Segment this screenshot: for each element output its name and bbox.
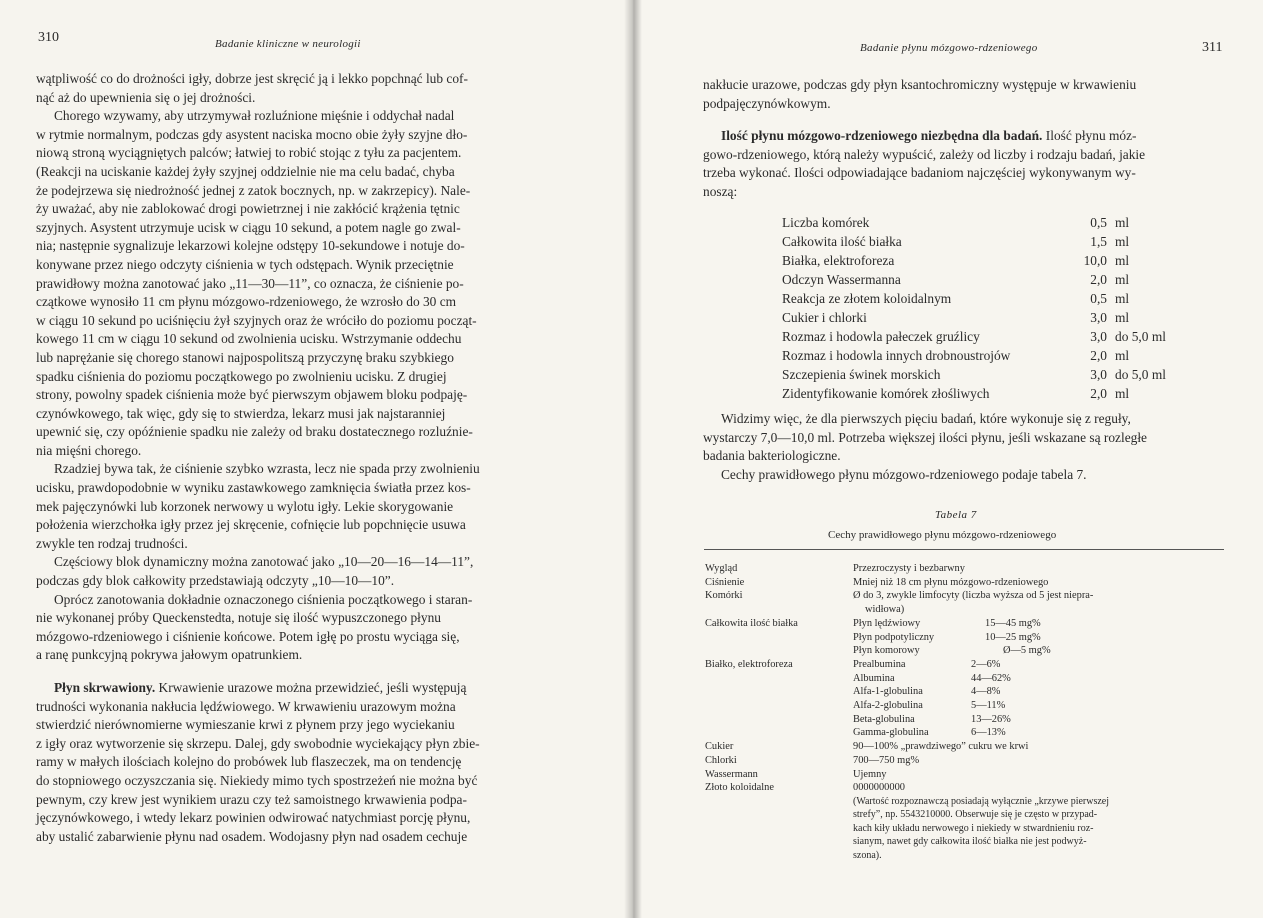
list-item: Odczyn Wassermanna 2,0 ml [782, 272, 1130, 287]
table-7 [705, 562, 1225, 862]
text-line: Chorego wzywamy, aby utrzymywał rozluźnione mięśnie i oddychał nadal [54, 108, 455, 124]
text-line: ucisku, prawdopodobnie w wyniku zastawkowego zamknięcia światła przez kos- [36, 480, 471, 496]
left-body-text [36, 70, 574, 846]
text-line: pewnym, czy krew jest wynikiem urazu czy też samoistnego krwawienia podpa- [36, 791, 467, 807]
text-line: mózgowo-rdzeniowego i ciśnienie końcowe. Potem igłę po prostu wyciąga się, [36, 628, 460, 644]
text-line: nia; następnie sygnalizuje lekarzowi kolejne odstępy 10-sekundowe i notuje do- [36, 238, 465, 254]
text-line: a ranę punkcyjną pokrywa jałowym opatrunkiem. [36, 647, 303, 663]
table-caption: Cechy prawidłowego płynu mózgowo-rdzeniowego [828, 529, 1057, 541]
list-item: Białka, elektroforeza 10,0 ml [782, 253, 1130, 268]
text-line: upewnić się, czy opóźnienie spadku nie zależy od braku dostatecznego rozluźnie- [36, 424, 473, 440]
text-line: mek pajęczynówki lub korzonek nerwowy u wylotu igły. Lekie skorygowanie [36, 498, 454, 514]
table-row: Złoto koloidalne 0000000000 [705, 782, 905, 794]
text-line: wystarczy 7,0—10,0 ml. Potrzeba większej ilości płynu, jeśli wskazane są rozległe [703, 429, 1147, 445]
table-row: widłowa) [865, 604, 905, 616]
text-line: prawidłowy można zanotować jako „11—30—11”, co oznacza, że ciśnienie po- [36, 275, 464, 291]
right-body-text [703, 76, 1223, 202]
table-rule [704, 549, 1224, 550]
running-head: Badanie kliniczne w neurologii [215, 38, 361, 50]
text-line: nie wykonanej próby Queckenstedta, notuje się ilość wypuszczonego płynu [36, 610, 441, 626]
text-line: noszą: [703, 183, 738, 199]
page-number: 311 [1202, 40, 1223, 55]
section-heading: Ilość płynu mózgowo-rdzeniowego niezbędna dla badań. [721, 128, 1043, 144]
text-line: Rzadziej bywa tak, że ciśnienie szybko wzrasta, lecz nie spada przy zwolnieniu [54, 461, 480, 477]
text-line: wątpliwość co do drożności igły, dobrze jest skręcić ją i lekko popchnąć lub cof- [36, 71, 468, 86]
list-item: Reakcja ze złotem koloidalnym 0,5 ml [782, 291, 1130, 306]
text-line: Ilość płynu mózgowo-rdzeniowego niezbędna dla badań. Ilość płynu móz- [721, 128, 1137, 144]
book-spine-shadow [624, 0, 642, 918]
text-line: badania bakteriologiczne. [703, 448, 841, 464]
text-line: podpajęczynówkowym. [703, 95, 831, 111]
text-line: nia mięśni chorego. [36, 442, 142, 458]
right-body-text-after [703, 410, 1223, 484]
table-row: Całkowita ilość białka Płyn lędźwiowy 15—45 mg% Płyn podpotyliczny 10—25 mg% Płyn komorowy Ø—5 mg% [705, 617, 1051, 657]
text-line: lub naprężanie się chorego stanowi najpospolitszą przyczynę braku szybkiego [36, 349, 454, 365]
text-line: w rytmie normalnym, podczas gdy asystent naciska mocno obie żyły szyjne dło- [36, 126, 468, 142]
list-item: Liczba komórek 0,5 ml [782, 215, 1130, 230]
text-line: Oprócz zanotowania dokładnie oznaczonego ciśnienia początkowego i staran- [54, 591, 473, 607]
list-item: Całkowita ilość białka 1,5 ml [782, 234, 1130, 249]
table-row: Chlorki 700—750 mg% [705, 754, 920, 766]
text-line: konywane przez niego odczyty ciśnienia w tych odstępach. Wynik przeciętnie [36, 256, 454, 272]
running-head: Badanie płynu mózgowo-rdzeniowego [860, 42, 1038, 54]
text-line: spadku ciśnienia do poziomu początkowego po zwolnieniu ucisku. Z drugiej [36, 368, 447, 384]
text-line: nąć aż do upewnienia się o jej drożności. [36, 89, 256, 105]
list-item: Rozmaz i hodowla innych drobnoustrojów 2,0 ml [782, 348, 1130, 363]
table-row: Ciśnienie Mniej niż 18 cm płynu mózgowo-rdzeniowego [705, 576, 1049, 588]
text-line: trudności wykonania nakłucia lędźwiowego. W krwawieniu urazowym można [36, 698, 456, 714]
text-line: (Reakcji na uciskanie każdej żyły szyjnej oddzielnie nie ma celu badać, chyba [36, 163, 455, 179]
text-line: jęczynówkowego, i wtedy lekarz powinien odwirować natychmiast porcję płynu, [36, 810, 471, 826]
table-row: Wygląd Przezroczysty i bezbarwny [705, 563, 965, 574]
text-line: ży uważać, aby nie zablokować drogi powietrznej i nie zakłócić krążenia tętnic [36, 201, 460, 217]
text-line: czątkowe wynosiło 11 cm płynu mózgowo-rdzeniowego, że wzrosło do 30 cm [36, 294, 457, 310]
text-line: położenia wierzchołka igły przez jej skręcenie, cofnięcie lub popchnięcie usuwa [36, 517, 466, 533]
text-line: niową stroną wyciągniętych palców; łatwiej to robić stojąc z tyłu za pacjentem. [36, 145, 462, 161]
table-note: (Wartość rozpoznawczą posiadają wyłącznie „krzywe pierwszej strefy”, np. 5543210000. Obserwuje się je często w przypad- kach kiły układu nerwowego i niekiedy w stwardnieniu roz- sianym, nawet gdy całkowita ilość białka nie jest podwyż- szona). [853, 795, 1110, 861]
text-line: gowo-rdzeniowego, którą należy wypuścić, zależy od liczby i rodzaju badań, jakie [703, 146, 1146, 162]
section-heading: Płyn skrwawiony. [54, 680, 156, 695]
text-line: w ciągu 10 sekund po uciśnięciu żył szyjnych oraz że wróciło do poziomu począt- [36, 312, 477, 328]
text-line: Cechy prawidłowego płynu mózgowo-rdzeniowego podaje tabela 7. [721, 466, 1087, 482]
text-line: aby ustalić zabarwienie płynu nad osadem. Wodojasny płyn nad osadem cechuje [36, 828, 468, 844]
text-line: Częściowy blok dynamiczny można zanotować jako „10—20—16—14—11”, [54, 554, 474, 570]
text-line: podczas gdy blok całkowity przedstawiają odczyty „10—10—10”. [36, 573, 395, 589]
table-row: Wassermann Ujemny [705, 768, 887, 780]
text-line: strony, powolny spadek ciśnienia może być pierwszym objawem bloku podpaję- [36, 387, 468, 403]
text-line: nakłucie urazowe, podczas gdy płyn ksantochromiczny występuje w krwawieniu [703, 77, 1137, 92]
list-item: Rozmaz i hodowla pałeczek gruźlicy 3,0 do 5,0 ml [782, 329, 1166, 344]
table-title: Tabela 7 [935, 509, 977, 521]
text-line: trzeba wykonać. Ilości odpowiadające badaniom najczęściej wykonywanym wy- [703, 165, 1136, 181]
text-line: ramy w małych ilościach kolejno do probówek lub flaszeczek, ma on tendencję [36, 754, 462, 770]
list-item: Cukier i chlorki 3,0 ml [782, 310, 1130, 325]
text-line: Widzimy więc, że dla pierwszych pięciu badań, które wykonuje się z reguły, [721, 411, 1131, 426]
text-line: Płyn skrwawiony. Krwawienie urazowe można przewidzieć, jeśli występują [54, 680, 467, 695]
text-line: szyjnych. Asystent utrzymuje ucisk w ciągu 10 sekund, a potem nagle go zwal- [36, 219, 461, 235]
table-row: Komórki Ø do 3, zwykle limfocyty (liczba wyższa od 5 jest niepra- [705, 590, 1094, 602]
list-item: Zidentyfikowanie komórek złośliwych 2,0 ml [782, 386, 1130, 401]
text-line: czynówkowego, tak więc, gdy się to stwierdza, lekarz musi jak najstaranniej [36, 405, 446, 421]
text-line: kowego 11 cm w ciągu 10 sekund od zwolnienia ucisku. Wstrzymanie oddechu [36, 331, 462, 347]
text-line: stwierdzić nierównomierne wymieszanie krwi z płynem przy jego wyciekaniu [36, 717, 455, 733]
page-number: 310 [38, 30, 59, 45]
list-item: Szczepienia świnek morskich 3,0 do 5,0 ml [782, 367, 1166, 382]
required-amounts-list [782, 213, 1166, 403]
table-row: Białko, elektroforeza Prealbumina 2—6% Albumina 44—62% Alfa-1-globulina 4—8% Alfa-2-globulina 5—11% Beta-globulina 13—26% Gamma-globulina 6—13% [705, 658, 1011, 739]
text-line: zwykle ten rodzaj trudności. [36, 535, 188, 551]
table-row: Cukier 90—100% „prawdziwego” cukru we krwi [705, 741, 1029, 753]
text-line: do stopniowego oczyszczania się. Niekiedy mimo tych spostrzeżeń nie można być [36, 772, 478, 788]
text-line: że podejrzewa się niedrożność jednej z zatok bocznych, np. w zakrzepicy). Nale- [36, 182, 471, 198]
text-line: z igły oraz wytworzenie się skrzepu. Dalej, gdy swobodnie wyciekający płyn zbie- [36, 735, 480, 751]
